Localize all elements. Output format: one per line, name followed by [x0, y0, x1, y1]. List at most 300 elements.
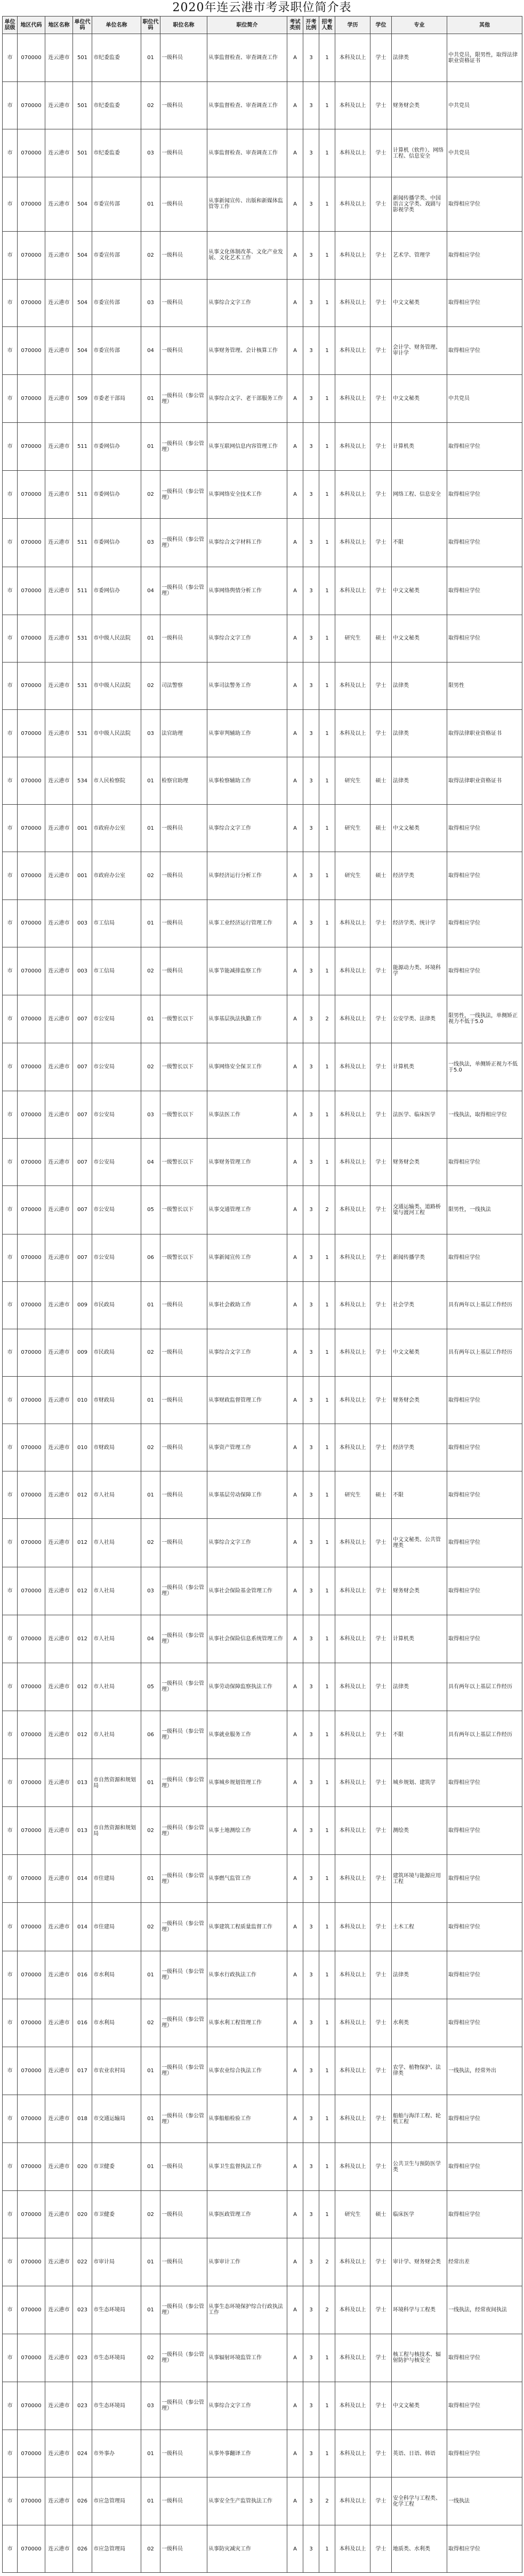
- cell-other: 取得相应学位: [447, 947, 522, 995]
- cell-exam-type: A: [287, 1234, 303, 1281]
- cell-exam-type: A: [287, 1043, 303, 1091]
- cell-level: 市: [3, 1471, 18, 1519]
- cell-position-name: 一级科员: [160, 1471, 207, 1519]
- cell-region-name: 连云港市: [45, 374, 73, 422]
- cell-position-desc: 从事综合文字工作: [207, 615, 287, 662]
- cell-region-code: 070000: [18, 2382, 45, 2430]
- cell-count: 1: [319, 1329, 335, 1376]
- cell-region-code: 070000: [18, 2095, 45, 2143]
- cell-major: 中文文秘类: [392, 567, 447, 615]
- cell-count: 1: [319, 2382, 335, 2430]
- cell-position-name: 一级科员: [160, 852, 207, 899]
- cell-level: 市: [3, 2095, 18, 2143]
- table-row: [3, 1615, 522, 1663]
- cell-position-desc: 从事网络舆情分析工作: [207, 567, 287, 615]
- cell-major: 经济学类: [392, 852, 447, 899]
- cell-region-code: 070000: [18, 1759, 45, 1807]
- cell-major: 中文文秘类、公共管理类: [392, 1519, 447, 1567]
- cell-major: 计算机类: [392, 423, 447, 471]
- cell-count: 1: [319, 519, 335, 567]
- cell-count: 2: [319, 2477, 335, 2525]
- cell-education: 本科及以上: [335, 947, 370, 995]
- cell-level: 市: [3, 1615, 18, 1663]
- cell-other: 取得相应学位: [447, 1567, 522, 1615]
- cell-region-name: 连云港市: [45, 757, 73, 805]
- cell-unit-name: 市政府办公室: [92, 805, 141, 852]
- cell-education: 本科及以上: [335, 1186, 370, 1234]
- cell-region-name: 连云港市: [45, 567, 73, 615]
- cell-major: 安全科学与工程类、化学工程: [392, 2477, 447, 2525]
- cell-major: 船舶与海洋工程、轮机工程: [392, 2095, 447, 2143]
- cell-position-desc: 从事外事翻译工作: [207, 2430, 287, 2477]
- cell-position-code: 03: [141, 519, 160, 567]
- cell-count: 1: [319, 1567, 335, 1615]
- cell-other: 一线执法，经常外出: [447, 2047, 522, 2095]
- cell-position-name: 一级科员（参公管理）: [160, 423, 207, 471]
- cell-degree: 学士: [370, 1567, 392, 1615]
- cell-unit-code: 504: [73, 177, 92, 231]
- cell-exam-type: A: [287, 1281, 303, 1329]
- cell-position-name: 一级科员: [160, 1424, 207, 1471]
- cell-education: 本科及以上: [335, 1759, 370, 1807]
- cell-education: 本科及以上: [335, 82, 370, 129]
- cell-exam-type: A: [287, 2047, 303, 2095]
- cell-count: 2: [319, 2238, 335, 2286]
- cell-ratio: 3: [303, 279, 319, 326]
- cell-ratio: 3: [303, 326, 319, 374]
- cell-count: 1: [319, 82, 335, 129]
- cell-other: 取得相应学位: [447, 1139, 522, 1186]
- cell-ratio: 3: [303, 2095, 319, 2143]
- cell-position-code: 01: [141, 1471, 160, 1519]
- cell-education: 本科及以上: [335, 1567, 370, 1615]
- cell-degree: 学士: [370, 947, 392, 995]
- cell-major: 经济学类、统计学: [392, 899, 447, 947]
- table-row: [3, 2047, 522, 2095]
- cell-level: 市: [3, 1663, 18, 1711]
- cell-region-code: 070000: [18, 615, 45, 662]
- cell-education: 本科及以上: [335, 423, 370, 471]
- cell-count: 1: [319, 899, 335, 947]
- cell-position-desc: 从事综合文字工作: [207, 279, 287, 326]
- cell-region-code: 070000: [18, 279, 45, 326]
- cell-exam-type: A: [287, 129, 303, 177]
- cell-unit-name: 市自然资源和规划局: [92, 1807, 141, 1855]
- cell-count: 1: [319, 2047, 335, 2095]
- cell-exam-type: A: [287, 2143, 303, 2191]
- cell-unit-name: 市应急管理局: [92, 2525, 141, 2573]
- cell-ratio: 3: [303, 1043, 319, 1091]
- header-position-desc: 职位简介: [207, 17, 287, 34]
- cell-region-code: 070000: [18, 1663, 45, 1711]
- cell-level: 市: [3, 757, 18, 805]
- cell-major: 新闻传播学类: [392, 1234, 447, 1281]
- table-row: [3, 2334, 522, 2382]
- cell-ratio: 3: [303, 1567, 319, 1615]
- header-major: 专业: [392, 17, 447, 34]
- cell-exam-type: A: [287, 82, 303, 129]
- cell-position-code: 04: [141, 1139, 160, 1186]
- cell-degree: 学士: [370, 1091, 392, 1139]
- cell-position-name: 一级科员（参公管理）: [160, 2047, 207, 2095]
- cell-position-desc: 从事社会救助工作: [207, 1281, 287, 1329]
- cell-other: 取得相应学位: [447, 899, 522, 947]
- cell-education: 本科及以上: [335, 326, 370, 374]
- cell-position-code: 01: [141, 2286, 160, 2334]
- cell-education: 本科及以上: [335, 2238, 370, 2286]
- cell-major: 环境科学与工程类: [392, 2286, 447, 2334]
- table-row: [3, 1139, 522, 1186]
- cell-unit-code: 511: [73, 567, 92, 615]
- cell-other: 取得相应学位: [447, 1234, 522, 1281]
- cell-other: 一线执法，单侧矫正视力不低于5.0: [447, 1043, 522, 1091]
- cell-region-name: 连云港市: [45, 1471, 73, 1519]
- cell-level: 市: [3, 1043, 18, 1091]
- cell-education: 本科及以上: [335, 1999, 370, 2047]
- cell-position-name: 一级科员（参公管理）: [160, 1615, 207, 1663]
- cell-position-desc: 从事卫生监督执法工作: [207, 2143, 287, 2191]
- cell-ratio: 3: [303, 1471, 319, 1519]
- cell-major: 土木工程: [392, 1903, 447, 1951]
- cell-region-code: 070000: [18, 1139, 45, 1186]
- cell-position-code: 02: [141, 947, 160, 995]
- cell-count: 1: [319, 662, 335, 709]
- cell-position-desc: 从事城乡规划管理工作: [207, 1759, 287, 1807]
- cell-position-name: 一级科员（参公管理）: [160, 1855, 207, 1903]
- cell-ratio: 3: [303, 1711, 319, 1759]
- cell-level: 市: [3, 2477, 18, 2525]
- cell-position-code: 03: [141, 1567, 160, 1615]
- cell-level: 市: [3, 2191, 18, 2238]
- cell-unit-name: 市纪委监委: [92, 82, 141, 129]
- cell-exam-type: A: [287, 1999, 303, 2047]
- cell-unit-name: 市委宣传部: [92, 326, 141, 374]
- cell-position-desc: 从事监督检查、审查调查工作: [207, 34, 287, 82]
- cell-other: 取得相应学位: [447, 279, 522, 326]
- cell-unit-code: 013: [73, 1759, 92, 1807]
- cell-level: 市: [3, 662, 18, 709]
- cell-ratio: 3: [303, 2525, 319, 2573]
- cell-major: 审计学、财务财会类: [392, 2238, 447, 2286]
- cell-unit-name: 市工信局: [92, 947, 141, 995]
- table-row: [3, 82, 522, 129]
- cell-position-code: 01: [141, 2047, 160, 2095]
- cell-region-name: 连云港市: [45, 1951, 73, 1999]
- cell-count: 1: [319, 2334, 335, 2382]
- cell-position-code: 02: [141, 1043, 160, 1091]
- cell-education: 本科及以上: [335, 519, 370, 567]
- cell-other: 取得相应学位: [447, 1424, 522, 1471]
- cell-education: 本科及以上: [335, 1139, 370, 1186]
- cell-other: 取得相应学位: [447, 1759, 522, 1807]
- cell-region-code: 070000: [18, 995, 45, 1043]
- cell-position-code: 01: [141, 2143, 160, 2191]
- cell-ratio: 3: [303, 1951, 319, 1999]
- table-row: [3, 1567, 522, 1615]
- cell-level: 市: [3, 279, 18, 326]
- cell-education: 本科及以上: [335, 34, 370, 82]
- cell-exam-type: A: [287, 34, 303, 82]
- cell-unit-name: 市政府办公室: [92, 852, 141, 899]
- cell-unit-name: 市公安局: [92, 1043, 141, 1091]
- cell-degree: 学士: [370, 177, 392, 231]
- cell-ratio: 3: [303, 2047, 319, 2095]
- header-row: [3, 17, 522, 34]
- cell-position-code: 04: [141, 326, 160, 374]
- cell-unit-code: 016: [73, 1951, 92, 1999]
- cell-degree: 学士: [370, 899, 392, 947]
- cell-education: 本科及以上: [335, 129, 370, 177]
- cell-degree: 学士: [370, 326, 392, 374]
- table-row: [3, 471, 522, 519]
- cell-position-desc: 从事工业经济运行管理工作: [207, 899, 287, 947]
- cell-degree: 硕士: [370, 852, 392, 899]
- cell-position-code: 01: [141, 1376, 160, 1424]
- cell-position-name: 一级科员（参公管理）: [160, 2382, 207, 2430]
- cell-region-name: 连云港市: [45, 1519, 73, 1567]
- cell-major: 新闻传播学类、中国语言文学类、戏剧与影视学类: [392, 177, 447, 231]
- cell-region-name: 连云港市: [45, 326, 73, 374]
- cell-position-name: 一级科员: [160, 947, 207, 995]
- cell-exam-type: A: [287, 995, 303, 1043]
- cell-unit-name: 市民政局: [92, 1329, 141, 1376]
- table-row: [3, 1519, 522, 1567]
- cell-level: 市: [3, 177, 18, 231]
- cell-other: 一线执法: [447, 2477, 522, 2525]
- cell-major: 财务财会类: [392, 1567, 447, 1615]
- cell-position-desc: 从事审判辅助工作: [207, 709, 287, 757]
- cell-education: 研究生: [335, 1471, 370, 1519]
- cell-level: 市: [3, 852, 18, 899]
- cell-major: 不限: [392, 1711, 447, 1759]
- cell-region-name: 连云港市: [45, 129, 73, 177]
- cell-degree: 硕士: [370, 805, 392, 852]
- table-row: [3, 1376, 522, 1424]
- header-ratio: 开考比例: [303, 17, 319, 34]
- cell-region-name: 连云港市: [45, 709, 73, 757]
- table-row: [3, 423, 522, 471]
- cell-unit-name: 市人社局: [92, 1615, 141, 1663]
- cell-position-desc: 从事基层执法执勤工作: [207, 995, 287, 1043]
- cell-exam-type: A: [287, 2477, 303, 2525]
- cell-position-code: 05: [141, 1186, 160, 1234]
- cell-degree: 学士: [370, 2047, 392, 2095]
- cell-degree: 学士: [370, 1999, 392, 2047]
- cell-position-desc: 从事监督检查、审查调查工作: [207, 129, 287, 177]
- cell-major: 公共卫生与预防医学类: [392, 2143, 447, 2191]
- cell-position-desc: 从事防灾减灾工作: [207, 2525, 287, 2573]
- cell-position-desc: 从事水利工程管理工作: [207, 1999, 287, 2047]
- cell-position-desc: 从事安全生产监管执法工作: [207, 2477, 287, 2525]
- cell-position-desc: 从事财务管理工作: [207, 1139, 287, 1186]
- cell-ratio: 3: [303, 1759, 319, 1807]
- cell-major: 财务财会类: [392, 82, 447, 129]
- cell-ratio: 3: [303, 129, 319, 177]
- cell-unit-code: 509: [73, 374, 92, 422]
- cell-count: 1: [319, 2430, 335, 2477]
- cell-unit-name: 市财政局: [92, 1424, 141, 1471]
- cell-other: 中共党员: [447, 374, 522, 422]
- cell-region-code: 070000: [18, 852, 45, 899]
- cell-other: 取得相应学位: [447, 231, 522, 279]
- cell-level: 市: [3, 2238, 18, 2286]
- cell-position-name: 一级科员（参公管理）: [160, 1807, 207, 1855]
- cell-count: 1: [319, 326, 335, 374]
- cell-count: 1: [319, 709, 335, 757]
- cell-major: 中文文秘类: [392, 374, 447, 422]
- cell-level: 市: [3, 1759, 18, 1807]
- table-row: [3, 852, 522, 899]
- cell-other: 取得相应学位: [447, 1471, 522, 1519]
- cell-position-name: 一级科员: [160, 2143, 207, 2191]
- cell-count: 1: [319, 1999, 335, 2047]
- cell-position-desc: 从事水行政执法工作: [207, 1951, 287, 1999]
- cell-education: 本科及以上: [335, 177, 370, 231]
- cell-position-desc: 从事财务管理、会计核算工作: [207, 326, 287, 374]
- table-row: [3, 2477, 522, 2525]
- cell-other: 取得相应学位: [447, 805, 522, 852]
- cell-degree: 学士: [370, 129, 392, 177]
- header-degree: 学位: [370, 17, 392, 34]
- cell-region-code: 070000: [18, 2143, 45, 2191]
- cell-level: 市: [3, 1855, 18, 1903]
- cell-level: 市: [3, 519, 18, 567]
- cell-region-code: 070000: [18, 1424, 45, 1471]
- cell-region-name: 连云港市: [45, 2382, 73, 2430]
- cell-unit-name: 市委网信办: [92, 471, 141, 519]
- cell-region-name: 连云港市: [45, 2191, 73, 2238]
- cell-major: 临床医学: [392, 2191, 447, 2238]
- cell-position-code: 03: [141, 2382, 160, 2430]
- cell-degree: 硕士: [370, 757, 392, 805]
- cell-count: 2: [319, 995, 335, 1043]
- cell-other: 中共党员: [447, 82, 522, 129]
- cell-position-name: 一级科员（参公管理）: [160, 1711, 207, 1759]
- cell-count: 1: [319, 1903, 335, 1951]
- cell-level: 市: [3, 1139, 18, 1186]
- cell-count: 2: [319, 2286, 335, 2334]
- table-row: [3, 899, 522, 947]
- cell-major: 中文文秘类: [392, 1329, 447, 1376]
- cell-count: 1: [319, 1615, 335, 1663]
- cell-ratio: 3: [303, 1091, 319, 1139]
- cell-level: 市: [3, 1186, 18, 1234]
- cell-major: 农学、植物保护、法律类: [392, 2047, 447, 2095]
- cell-region-name: 连云港市: [45, 2430, 73, 2477]
- table-row: [3, 1807, 522, 1855]
- cell-major: 法律类: [392, 1663, 447, 1711]
- cell-count: 1: [319, 2095, 335, 2143]
- cell-degree: 学士: [370, 1186, 392, 1234]
- cell-position-desc: 从事船舶检验工作: [207, 2095, 287, 2143]
- cell-unit-name: 市财政局: [92, 1376, 141, 1424]
- cell-education: 本科及以上: [335, 2047, 370, 2095]
- cell-ratio: 3: [303, 1234, 319, 1281]
- cell-position-name: 一级科员（参公管理）: [160, 374, 207, 422]
- cell-other: 经常出差: [447, 2238, 522, 2286]
- table-row: [3, 947, 522, 995]
- cell-region-code: 070000: [18, 662, 45, 709]
- cell-other: 取得相应学位: [447, 2382, 522, 2430]
- cell-degree: 学士: [370, 1951, 392, 1999]
- header-unit-code: 单位代码: [73, 17, 92, 34]
- table-row: [3, 1329, 522, 1376]
- cell-other: 取得相应学位: [447, 852, 522, 899]
- cell-ratio: 3: [303, 471, 319, 519]
- cell-major: 财务财会类: [392, 1139, 447, 1186]
- cell-degree: 学士: [370, 709, 392, 757]
- cell-other: 取得相应学位: [447, 1999, 522, 2047]
- cell-exam-type: A: [287, 899, 303, 947]
- cell-education: 本科及以上: [335, 662, 370, 709]
- cell-count: 1: [319, 1043, 335, 1091]
- cell-unit-code: 023: [73, 2334, 92, 2382]
- cell-position-desc: 从事综合文字工作: [207, 1329, 287, 1376]
- cell-region-code: 070000: [18, 519, 45, 567]
- cell-level: 市: [3, 129, 18, 177]
- cell-major: 交通运输类、道路桥梁与渡河工程: [392, 1186, 447, 1234]
- table-row: [3, 1091, 522, 1139]
- cell-position-name: 司法警察: [160, 662, 207, 709]
- cell-other: 限男性，一线执法，单侧矫正视力不低于5.0: [447, 995, 522, 1043]
- cell-position-name: 一级科员（参公管理）: [160, 1759, 207, 1807]
- cell-unit-code: 511: [73, 471, 92, 519]
- cell-degree: 学士: [370, 1519, 392, 1567]
- cell-region-code: 070000: [18, 757, 45, 805]
- cell-degree: 学士: [370, 519, 392, 567]
- cell-position-code: 02: [141, 2525, 160, 2573]
- cell-level: 市: [3, 423, 18, 471]
- cell-position-name: 一级科员（参公管理）: [160, 471, 207, 519]
- cell-position-desc: 从事新闻宣传工作: [207, 1234, 287, 1281]
- cell-major: 中文文秘类: [392, 279, 447, 326]
- cell-ratio: 3: [303, 1999, 319, 2047]
- cell-count: 1: [319, 615, 335, 662]
- table-row: [3, 2238, 522, 2286]
- table-row: [3, 1855, 522, 1903]
- cell-education: 研究生: [335, 2191, 370, 2238]
- cell-count: 1: [319, 757, 335, 805]
- cell-position-code: 01: [141, 423, 160, 471]
- cell-unit-code: 534: [73, 757, 92, 805]
- cell-ratio: 3: [303, 1855, 319, 1903]
- cell-region-code: 070000: [18, 1471, 45, 1519]
- cell-ratio: 3: [303, 947, 319, 995]
- cell-unit-code: 012: [73, 1567, 92, 1615]
- cell-other: 限男性: [447, 662, 522, 709]
- cell-exam-type: A: [287, 2191, 303, 2238]
- cell-position-desc: 从事综合文字、老干部服务工作: [207, 374, 287, 422]
- cell-count: 1: [319, 231, 335, 279]
- cell-major: 核工程与核技术、辐射防护与核安全: [392, 2334, 447, 2382]
- cell-position-name: 法官助理: [160, 709, 207, 757]
- cell-region-name: 连云港市: [45, 34, 73, 82]
- cell-exam-type: A: [287, 1139, 303, 1186]
- cell-unit-name: 市人社局: [92, 1519, 141, 1567]
- cell-unit-name: 市农业农村局: [92, 2047, 141, 2095]
- cell-region-code: 070000: [18, 2191, 45, 2238]
- cell-level: 市: [3, 947, 18, 995]
- cell-major: 能源动力类、环境科学: [392, 947, 447, 995]
- cell-position-code: 01: [141, 2238, 160, 2286]
- cell-other: 取得相应学位: [447, 1615, 522, 1663]
- cell-exam-type: A: [287, 757, 303, 805]
- cell-position-name: 一级科员: [160, 2430, 207, 2477]
- cell-unit-code: 003: [73, 947, 92, 995]
- cell-ratio: 3: [303, 805, 319, 852]
- cell-exam-type: A: [287, 2286, 303, 2334]
- cell-position-desc: 从事基层劳动保障工作: [207, 1471, 287, 1519]
